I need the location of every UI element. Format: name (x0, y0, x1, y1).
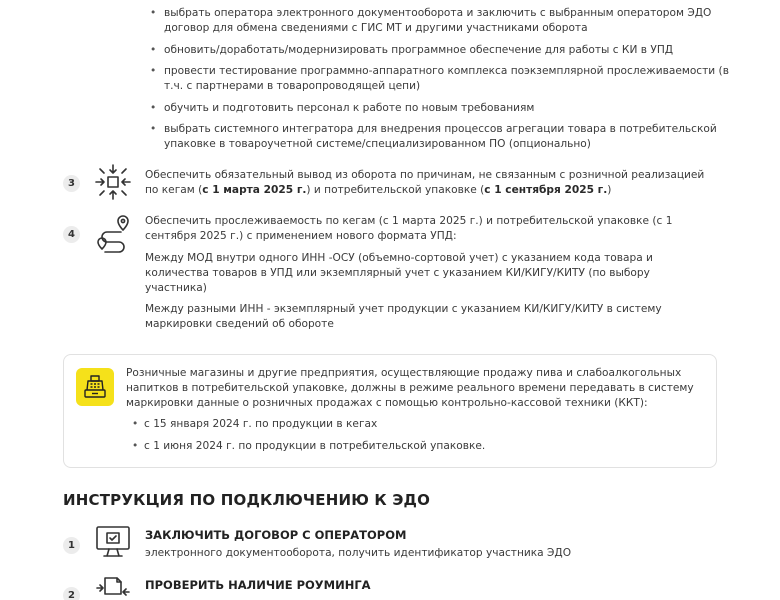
route-icon (93, 212, 133, 254)
step-number-1: 1 (63, 537, 80, 554)
list-item: • провести тестирование программно-аппаратного комплекса поэкземплярной прослеживаемости (в т.ч. с партнерами в товаропроводящей цепи) (150, 64, 730, 94)
list-item: • обучить и подготовить персонал к работе по новым требованиям (150, 101, 730, 116)
step-number-3: 3 (63, 175, 80, 192)
step-1-title: ЗАКЛЮЧИТЬ ДОГОВОР С ОПЕРАТОРОМ (145, 528, 407, 542)
list-item: • выбрать оператора электронного документооборота и заключить с выбранным оператором ЭДО договор для обмена сведениями с ГИС МТ и другими участниками оборота (150, 6, 730, 36)
requirements-list (150, 6, 730, 159)
step-4-para-2: Между разными ИНН - экземплярный учет продукции с указанием КИ/КИГУ/КИТУ в систему маркировки сведений об обороте (145, 303, 662, 330)
cash-register-icon (76, 368, 114, 406)
step-number-4: 4 (63, 226, 80, 243)
roaming-icon (93, 574, 133, 600)
section-title: ИНСТРУКЦИЯ ПО ПОДКЛЮЧЕНИЮ К ЭДО (63, 491, 431, 509)
step-1-text: электронного документооборота, получить идентификатор участника ЭДО (145, 547, 572, 559)
step-4-intro: Обеспечить прослеживаемость по кегам (с 1 марта 2025 г.) и потребительской упаковке (с 1 сентября 2025 г.) с применением нового формата УПД: (145, 215, 673, 242)
notice-text: Розничные магазины и другие предприятия, осуществляющие продажу пива и слабоалкогольных напитков в потребительской упаковке, должны в режиме реального времени передавать в систему маркировки данные о розничных продажах с помощью контрольно-кассовой техники (ККТ): (126, 367, 694, 409)
notice-list (132, 410, 692, 454)
contract-computer-icon (93, 524, 133, 560)
list-item: • с 1 июня 2024 г. по продукции в потребительской упаковке. (132, 439, 692, 454)
list-item: • с 15 января 2024 г. по продукции в кегах (132, 417, 692, 432)
step-3-text: Обеспечить обязательный вывод из оборота по причинам, не связанным с розничной реализацией по кегам (с 1 марта 2025 г.) и потребительской упаковке (с 1 сентября 2025 г.) (145, 169, 705, 196)
step-2-title: ПРОВЕРИТЬ НАЛИЧИЕ РОУМИНГА (145, 578, 371, 592)
withdrawal-icon (93, 162, 133, 202)
step-4-para-1: Между МОД внутри одного ИНН -ОСУ (объемно-сортовой учет) с указанием кода товара и количества товаров в УПД или экземплярный учет с указанием КИ/КИГУ/КИТУ (по выбору участника) (145, 252, 653, 294)
step-number-2: 2 (63, 587, 80, 600)
list-item: • выбрать системного интегратора для внедрения процессов агрегации товара в потребительской упаковке в товароучетной системе/специализированном ПО (опционально) (150, 122, 730, 152)
list-item: • обновить/доработать/модернизировать программное обеспечение для работы с КИ в УПД (150, 43, 730, 58)
notice-icon-badge (76, 368, 114, 406)
